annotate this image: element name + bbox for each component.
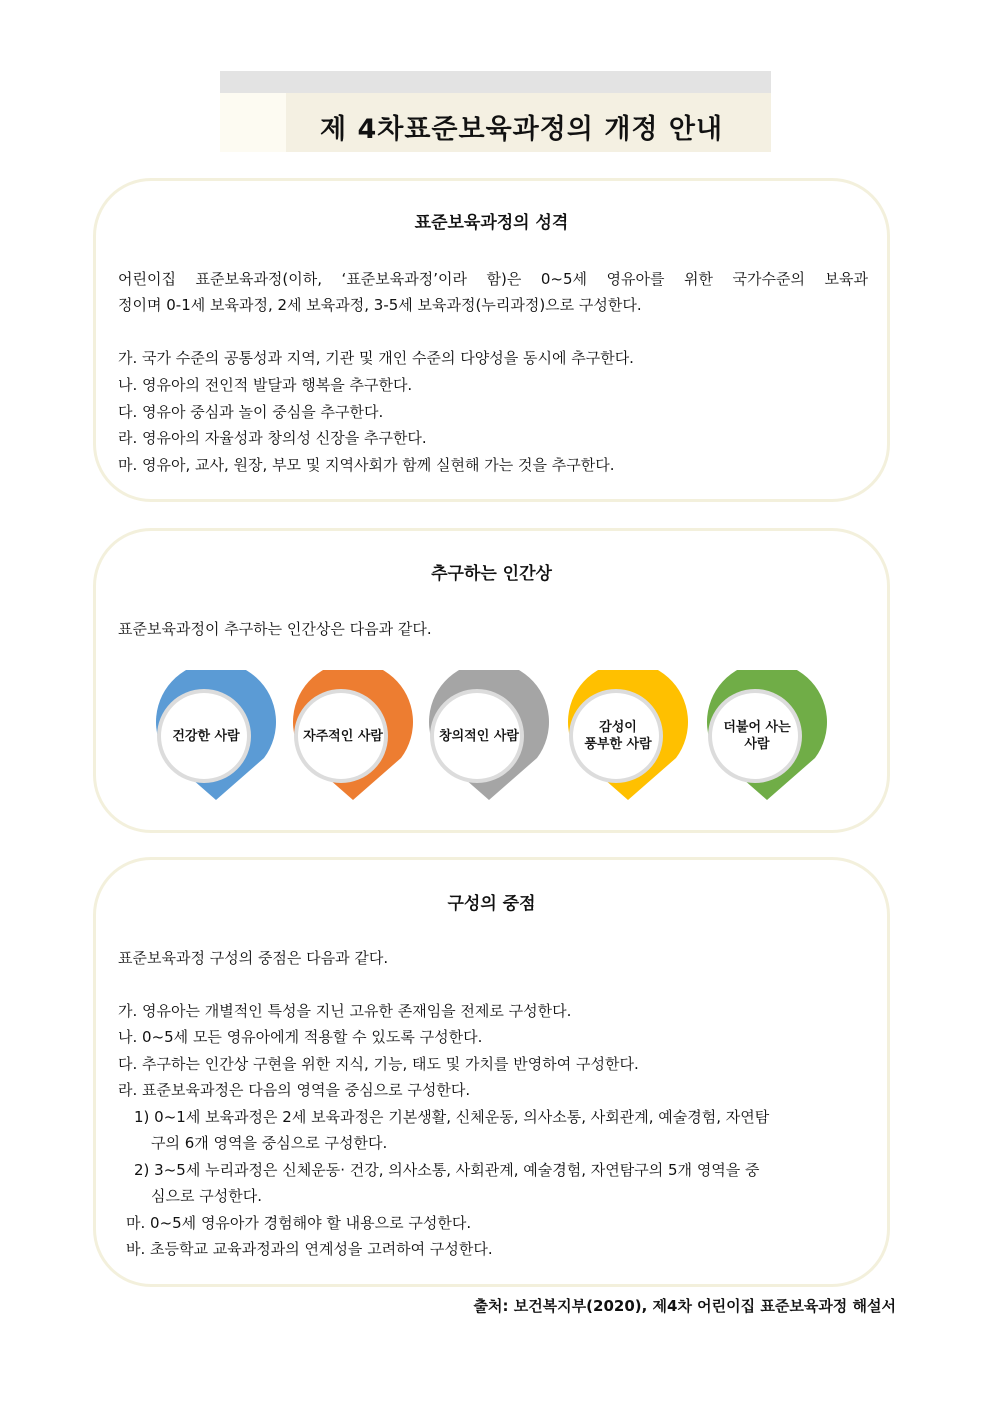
section-focus-intro: 표준보육과정 구성의 중점은 다음과 같다.	[118, 949, 389, 967]
section-focus-sub-item: 2) 3~5세 누리과정은 신체운동· 건강, 의사소통, 사회관계, 예술경험, 자연탐구의 5개 영역을 중	[134, 1161, 760, 1179]
section-ideal-person-intro: 표준보육과정이 추구하는 인간상은 다음과 같다.	[118, 620, 432, 638]
section-character-intro-line-2: 정이며 0-1세 보육과정, 2세 보육과정, 3-5세 보육과정(누리과정)으로 구성한다.	[118, 296, 642, 314]
section-character-item: 나. 영유아의 전인적 발달과 행복을 추구한다.	[118, 376, 413, 394]
section-focus-heading: 구성의 중점	[447, 894, 536, 914]
ideal-badge-label: 자주적인 사람	[303, 728, 383, 744]
ideal-badge-label: 감성이 풍부한 사람	[584, 720, 652, 752]
section-character-item: 마. 영유아, 교사, 원장, 부모 및 지역사회가 함께 실현해 가는 것을 추구한다.	[118, 456, 615, 474]
ideal-badge-healthy	[156, 670, 276, 802]
ideal-badge-emotional	[568, 670, 688, 802]
section-character-item: 라. 영유아의 자율성과 창의성 신장을 추구한다.	[118, 429, 427, 447]
section-character-intro-line-1: 어린이집 표준보육과정(이하, ‘표준보육과정’이라 함)은 0~5세 영유아를 위한 국가수준의 보육과	[118, 270, 868, 288]
section-focus-item: 가. 영유아는 개별적인 특성을 지닌 고유한 존재임을 전제로 구성한다.	[118, 1002, 572, 1020]
section-focus-sub-item: 심으로 구성한다.	[151, 1187, 262, 1205]
section-focus-panel	[93, 857, 890, 1287]
page-title: 제 4차표준보육과정의 개정 안내	[320, 114, 724, 145]
ideal-badge-creative	[429, 670, 549, 802]
title-banner-top-strip	[220, 71, 771, 93]
section-character-panel	[93, 178, 890, 502]
section-focus-item: 바. 초등학교 교육과정과의 연계성을 고려하여 구성한다.	[126, 1240, 493, 1258]
ideal-badge-independent	[293, 670, 413, 802]
section-focus-item: 다. 추구하는 인간상 구현을 위한 지식, 기능, 태도 및 가치를 반영하여 구성한다.	[118, 1055, 639, 1073]
ideal-badge-label: 건강한 사람	[172, 728, 240, 744]
section-focus-sub-item: 1) 0~1세 보육과정은 2세 보육과정은 기본생활, 신체운동, 의사소통, 사회관계, 예술경험, 자연탐	[134, 1108, 770, 1126]
section-ideal-person-heading: 추구하는 인간상	[431, 564, 552, 584]
ideal-badge-label: 더불어 사는 사람	[723, 720, 791, 752]
ideal-badge-label: 창의적인 사람	[439, 728, 519, 744]
title-banner	[220, 71, 771, 152]
section-character-heading: 표준보육과정의 성격	[414, 213, 569, 233]
section-character-item: 다. 영유아 중심과 놀이 중심을 추구한다.	[118, 403, 384, 421]
section-focus-sub-item: 구의 6개 영역을 중심으로 구성한다.	[151, 1134, 388, 1152]
source-citation: 출처: 보건복지부(2020), 제4차 어린이집 표준보육과정 해설서	[473, 1297, 896, 1315]
section-focus-item: 나. 0~5세 모든 영유아에게 적용할 수 있도록 구성한다.	[118, 1028, 483, 1046]
ideal-badge-together	[707, 670, 827, 802]
title-banner-left-block	[220, 93, 286, 152]
section-focus-item: 마. 0~5세 영유아가 경험해야 할 내용으로 구성한다.	[126, 1214, 472, 1232]
section-focus-item: 라. 표준보육과정은 다음의 영역을 중심으로 구성한다.	[118, 1081, 471, 1099]
section-character-item: 가. 국가 수준의 공통성과 지역, 기관 및 개인 수준의 다양성을 동시에 추구한다.	[118, 349, 634, 367]
